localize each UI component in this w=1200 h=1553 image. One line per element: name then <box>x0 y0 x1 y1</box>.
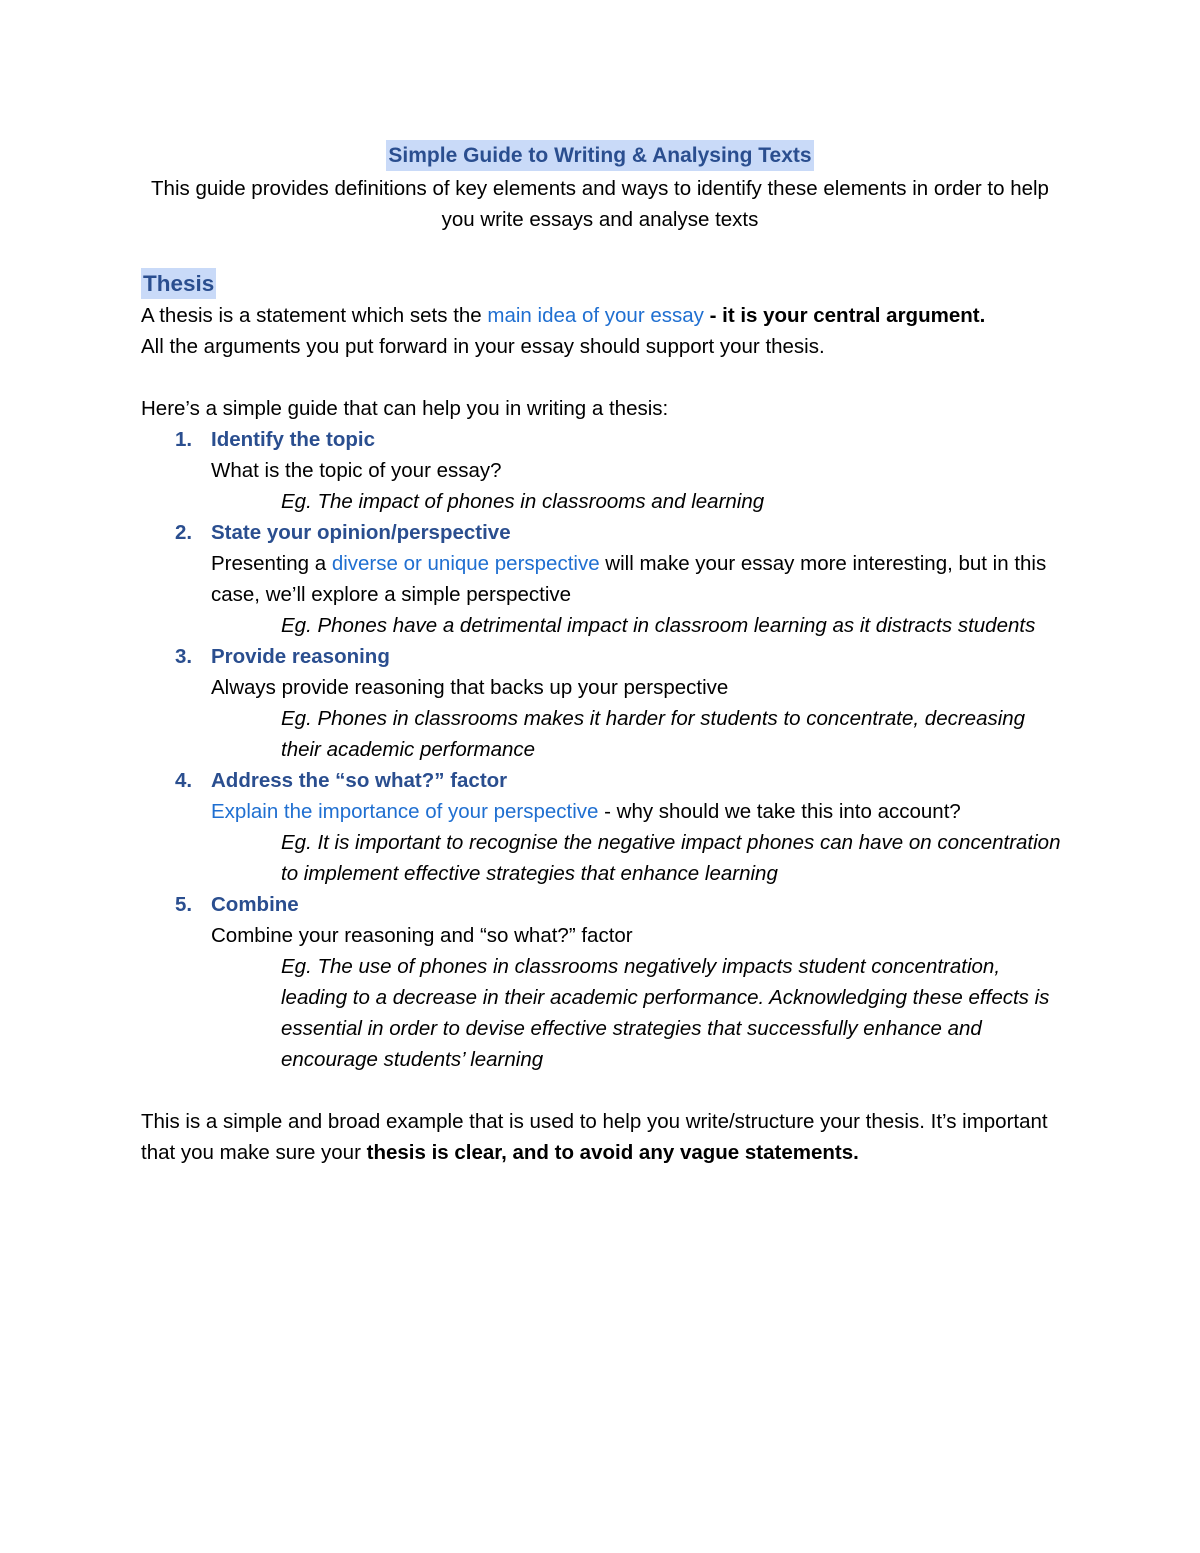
step-description-text: Always provide reasoning that backs up your perspective <box>211 676 729 699</box>
definition-text: A thesis is a statement which sets the <box>141 304 488 327</box>
step-example: Eg. The impact of phones in classrooms and learning <box>281 490 765 513</box>
step-heading: Address the “so what?” factor <box>211 769 508 792</box>
step-example: Eg. The use of phones in classrooms negatively impacts student concentration, leading to a decrease in their academic performance. Acknowledging these effects is essential in order to devise effective strategies that successfully enhance and encourage students’ learning <box>281 955 1050 1071</box>
step-number: 3. <box>175 645 193 668</box>
step-heading: State your opinion/perspective <box>211 521 511 544</box>
step-item <box>141 889 1066 1075</box>
step-item <box>141 765 1066 889</box>
step-description <box>211 672 1066 703</box>
step-description-highlight: diverse or unique perspective <box>331 552 600 575</box>
thesis-support-line: All the arguments you put forward in your essay should support your thesis. <box>141 335 825 358</box>
guide-intro: Here’s a simple guide that can help you in writing a thesis: <box>141 397 669 420</box>
spacer <box>141 362 1066 393</box>
step-item <box>141 424 1066 517</box>
step-example: Eg. Phones in classrooms makes it harder for students to concentrate, decreasing their academic performance <box>281 707 1026 761</box>
step-description-text: Combine your reasoning and “so what?” factor <box>211 924 633 947</box>
step-number: 1. <box>175 428 193 451</box>
step-description-text-end: will make your essay more interesting, but in this case, we’ll explore a simple perspective <box>211 552 1047 606</box>
definition-emphasis: - it is your central argument. <box>703 304 986 327</box>
thesis-body <box>141 300 1066 1168</box>
step-description <box>211 548 1066 610</box>
step-example: Eg. It is important to recognise the negative impact phones can have on concentration to implement effective strategies that enhance learning <box>281 831 1061 885</box>
step-item <box>141 517 1066 641</box>
step-number: 2. <box>175 521 193 544</box>
step-description-highlight: Explain the importance of your perspective <box>211 800 599 823</box>
step-description <box>211 455 1066 486</box>
document-subtitle: This guide provides definitions of key elements and ways to identify these elements in order to help you write essays and analyse texts <box>151 177 1049 231</box>
closing-emphasis: thesis is clear, and to avoid any vague statements. <box>366 1141 859 1164</box>
spacer <box>141 1075 1066 1106</box>
step-number: 5. <box>175 893 193 916</box>
step-heading: Identify the topic <box>211 428 375 451</box>
definition-highlight: main idea of your essay <box>487 304 704 327</box>
steps-list <box>141 424 1066 1075</box>
step-heading: Provide reasoning <box>211 645 390 668</box>
step-description-text-end: - why should we take this into account? <box>598 800 961 823</box>
section-heading-thesis: Thesis <box>141 268 216 299</box>
title-block <box>141 140 1059 235</box>
step-description-text: Presenting a <box>211 552 332 575</box>
step-heading: Combine <box>211 893 299 916</box>
step-number: 4. <box>175 769 193 792</box>
thesis-definition <box>141 300 1066 331</box>
closing-text: This is a simple and broad example that is used to help you write/structure your thesis. It’s important that you make sure your <box>141 1110 1048 1164</box>
step-item <box>141 641 1066 765</box>
step-description <box>211 920 1066 951</box>
document-title: Simple Guide to Writing & Analysing Texts <box>386 140 813 171</box>
closing-paragraph <box>141 1106 1066 1168</box>
step-description-text: What is the topic of your essay? <box>211 459 502 482</box>
step-description <box>211 796 1066 827</box>
step-example: Eg. Phones have a detrimental impact in classroom learning as it distracts students <box>281 614 1036 637</box>
